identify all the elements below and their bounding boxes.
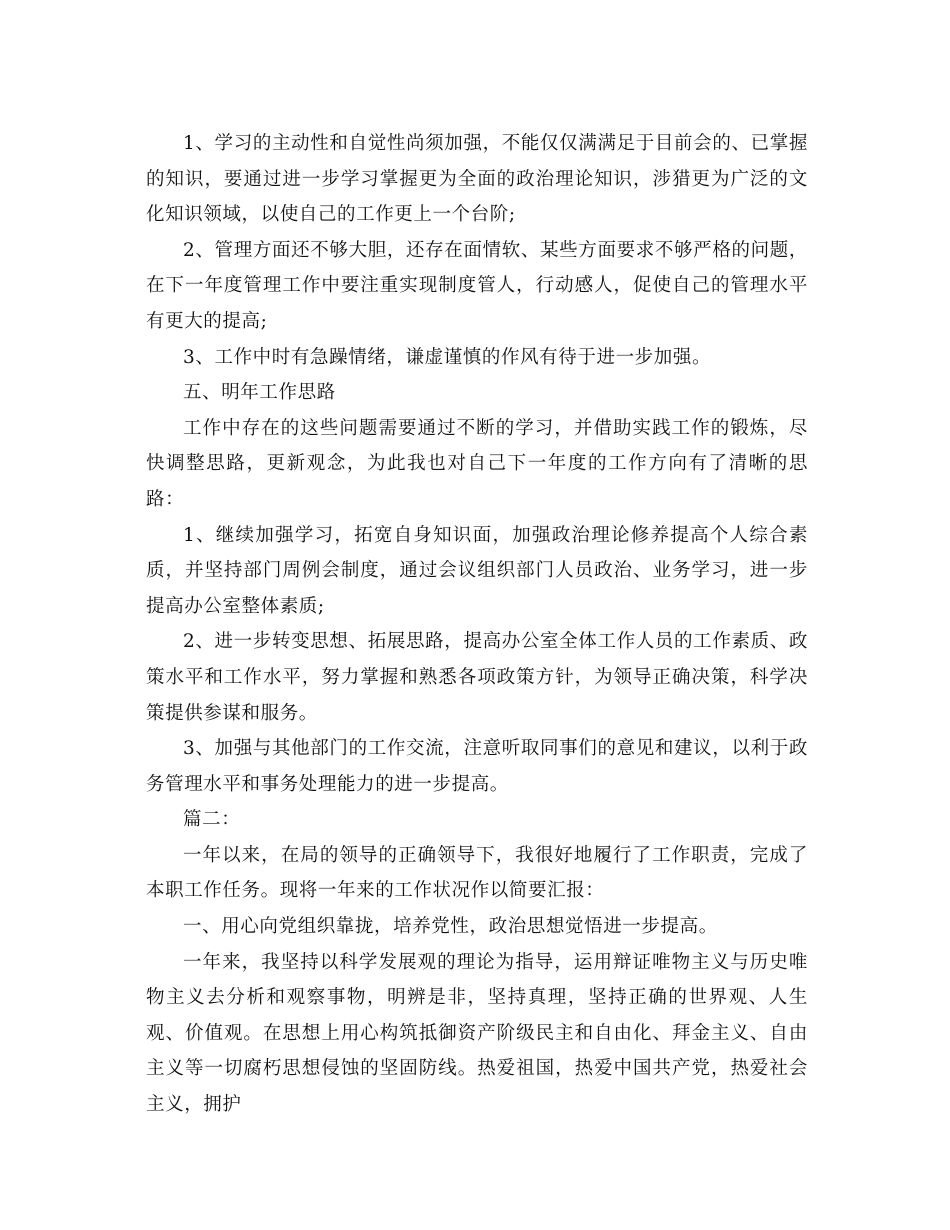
section-heading-next-year-plan: 五、明年工作思路 — [183, 382, 336, 404]
paragraph-impatience: 3、工作中时有急躁情绪，谦虚谨慎的作风有待于进一步加强。 — [183, 346, 712, 368]
paragraph-study-initiative: 1、学习的主动性和自觉性尚须加强，不能仅仅满满足于目前会的、已掌握的知识，要通过进一步学习掌握更为全面的政治理论知识，涉猎更为广泛的文化知识领域，以使自己的工作更上一个台阶; — [146, 133, 808, 226]
section-heading-party-alignment: 一、用心向党组织靠拢，培养党性，政治思想觉悟进一步提高。 — [183, 916, 718, 938]
paragraph-plan-intro: 工作中存在的这些问题需要通过不断的学习，并借助实践工作的锻炼，尽快调整思路，更新观念，为此我也对自己下一年度的工作方向有了清晰的思路： — [146, 417, 808, 510]
paragraph-part-two-intro: 一年以来，在局的领导的正确领导下，我很好地履行了工作职责，完成了本职工作任务。现将一年来的工作状况作以简要汇报： — [146, 844, 808, 902]
paragraph-plan-item-1: 1、继续加强学习，拓宽自身知识面，加强政治理论修养提高个人综合素质，并坚持部门周例会制度，通过会议组织部门人员政治、业务学习，进一步提高办公室整体素质; — [146, 524, 808, 617]
document-body — [146, 126, 808, 1123]
paragraph-management-boldness: 2、管理方面还不够大胆，还存在面情软、某些方面要求不够严格的问题，在下一年度管理工作中要注重实现制度管人，行动感人，促使自己的管理水平有更大的提高; — [146, 239, 808, 332]
paragraph-scientific-outlook: 一年来，我坚持以科学发展观的理论为指导，运用辩证唯物主义与历史唯物主义去分析和观察事物，明辨是非，坚持真理，坚持正确的世界观、人生观、价值观。在思想上用心构筑抵御资产阶级民主和自由化、拜金主义、自由主义等一切腐朽思想侵蚀的坚固防线。热爱祖国，热爱中国共产党，热爱社会主义，拥护 — [146, 951, 808, 1116]
section-heading-part-two: 篇二： — [183, 809, 241, 831]
paragraph-plan-item-2: 2、进一步转变思想、拓展思路，提高办公室全体工作人员的工作素质、政策水平和工作水平，努力掌握和熟悉各项政策方针，为领导正确决策，科学决策提供参谋和服务。 — [146, 631, 808, 724]
paragraph-plan-item-3: 3、加强与其他部门的工作交流，注意听取同事们的意见和建议，以利于政务管理水平和事务处理能力的进一步提高。 — [146, 738, 808, 795]
